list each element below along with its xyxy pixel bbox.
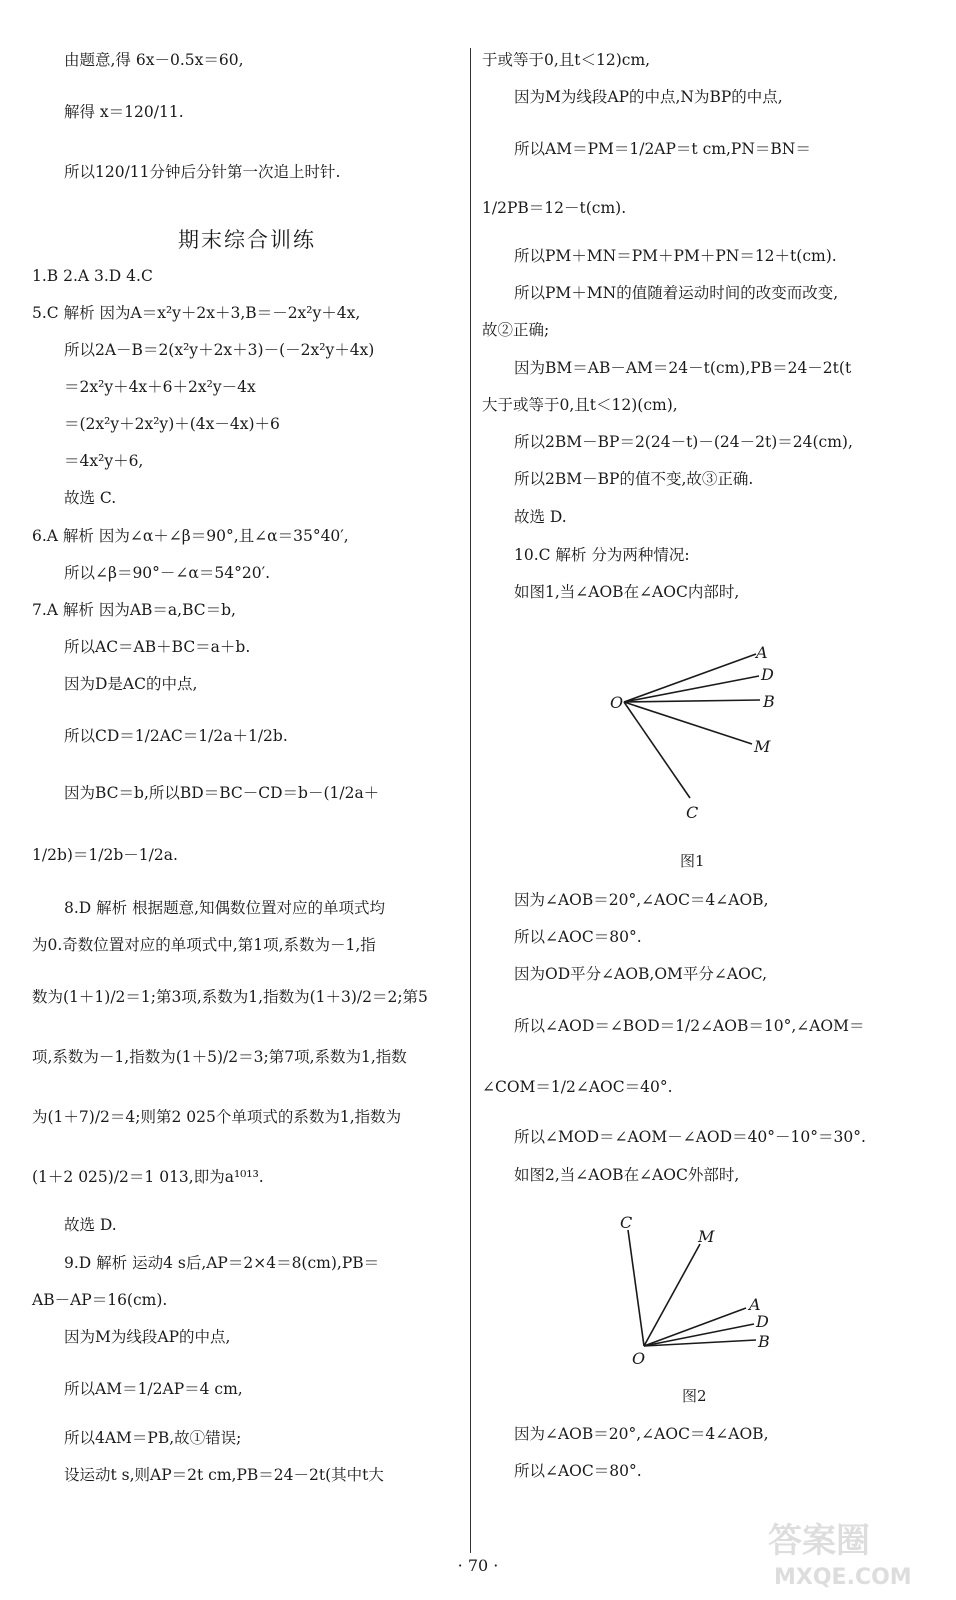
- label-b: B: [763, 692, 775, 711]
- label-d: D: [756, 1312, 769, 1331]
- left-column-line: 所以AC＝AB＋BC＝a＋b.: [64, 638, 251, 656]
- ray-om: [624, 702, 752, 744]
- left-column-line: 6.A 解析 因为∠α＋∠β＝90°,且∠α＝35°40′,: [32, 527, 349, 545]
- left-column-line: 所以∠β＝90°－∠α＝54°20′.: [64, 564, 271, 582]
- left-column-line: 为(1＋7)/2＝4;则第2 025个单项式的系数为1,指数为: [32, 1108, 402, 1126]
- right-column-line: 所以2BM－BP的值不变,故③正确.: [514, 470, 754, 488]
- ray-oa: [624, 654, 756, 702]
- right-column-line: 如图2,当∠AOB在∠AOC外部时,: [514, 1166, 740, 1184]
- right-column-line: 因为M为线段AP的中点,N为BP的中点,: [514, 88, 783, 106]
- right-column-line: 所以2BM－BP＝2(24－t)－(24－2t)＝24(cm),: [514, 433, 853, 451]
- label-c: C: [686, 803, 699, 822]
- left-column-line: 解得 x＝120/11.: [64, 103, 184, 121]
- left-column-line: (1＋2 025)/2＝1 013,即为a¹⁰¹³.: [32, 1168, 264, 1186]
- column-divider: [470, 48, 471, 1553]
- label-a: A: [749, 1295, 761, 1314]
- label-o: O: [632, 1349, 646, 1368]
- left-column-line: 因为M为线段AP的中点,: [64, 1328, 231, 1346]
- ray-ob: [624, 700, 760, 702]
- label-o: O: [610, 693, 624, 712]
- left-column-line: 数为(1＋1)/2＝1;第3项,系数为1,指数为(1＋3)/2＝2;第5: [32, 988, 428, 1006]
- left-column-line: 设运动t s,则AP＝2t cm,PB＝24－2t(其中t大: [64, 1466, 384, 1484]
- left-column-line: ＝(2x²y＋2x²y)＋(4x－4x)＋6: [64, 415, 280, 433]
- right-column-line: ∠COM＝1/2∠AOC＝40°.: [482, 1078, 673, 1096]
- left-column-line: 所以120/11分钟后分针第一次追上时针.: [64, 163, 341, 181]
- label-m: M: [754, 737, 771, 756]
- right-column-line: 所以∠AOC＝80°.: [514, 1462, 642, 1480]
- right-column-line: 因为∠AOB＝20°,∠AOC＝4∠AOB,: [514, 1425, 769, 1443]
- left-column-line: 因为BC＝b,所以BD＝BC－CD＝b－(1/2a＋: [64, 784, 380, 802]
- watermark-line2: MXQE.COM: [774, 1565, 912, 1590]
- left-column-line: 由题意,得 6x－0.5x＝60,: [64, 51, 244, 69]
- left-column-line: 故选 C.: [64, 489, 117, 507]
- left-column-line: 5.C 解析 因为A＝x²y＋2x＋3,B＝－2x²y＋4x,: [32, 304, 361, 322]
- left-column-line: ＝2x²y＋4x＋6＋2x²y－4x: [64, 378, 256, 396]
- right-column-line: 10.C 解析 分为两种情况:: [514, 546, 690, 564]
- ray-oc: [628, 1230, 644, 1346]
- label-a: A: [756, 643, 768, 662]
- label-m: M: [698, 1227, 715, 1246]
- figure-1-caption: 图1: [680, 852, 705, 870]
- left-column-line: 7.A 解析 因为AB＝a,BC＝b,: [32, 601, 236, 619]
- page-number: · 70 ·: [457, 1556, 499, 1575]
- label-d: D: [761, 665, 774, 684]
- figure-1-diagram: [596, 640, 796, 830]
- section-title: 期末综合训练: [178, 228, 316, 252]
- right-column-line: 所以PM＋MN的值随着运动时间的改变而改变,: [514, 284, 839, 302]
- right-column-line: 故选 D.: [514, 508, 567, 526]
- right-column-line: 所以∠AOC＝80°.: [514, 928, 642, 946]
- left-column-line: 为0.奇数位置对应的单项式中,第1项,系数为－1,指: [32, 936, 376, 954]
- left-column-line: 所以AM＝1/2AP＝4 cm,: [64, 1380, 243, 1398]
- right-column-line: 所以∠MOD＝∠AOM－∠AOD＝40°－10°＝30°.: [514, 1128, 866, 1146]
- watermark-line1: 答案圈: [768, 1521, 870, 1561]
- figure-2: [606, 1212, 786, 1372]
- right-column-line: 因为∠AOB＝20°,∠AOC＝4∠AOB,: [514, 891, 769, 909]
- left-column-line: 所以CD＝1/2AC＝1/2a＋1/2b.: [64, 727, 288, 745]
- right-column-line: 因为BM＝AB－AM＝24－t(cm),PB＝24－2t(t: [514, 359, 852, 377]
- left-column-line: ＝4x²y＋6,: [64, 452, 144, 470]
- ray-oc: [624, 702, 690, 798]
- watermark-logo: [764, 1512, 934, 1590]
- ray-od: [624, 676, 759, 702]
- left-column-line: 所以4AM＝PB,故①错误;: [64, 1429, 242, 1447]
- right-column-line: 1/2PB＝12－t(cm).: [482, 199, 627, 217]
- right-column-line: 因为OD平分∠AOB,OM平分∠AOC,: [514, 965, 768, 983]
- right-column-line: 如图1,当∠AOB在∠AOC内部时,: [514, 583, 740, 601]
- right-column-line: 所以∠AOD＝∠BOD＝1/2∠AOB＝10°,∠AOM＝: [514, 1017, 865, 1035]
- left-column-line: 项,系数为－1,指数为(1＋5)/2＝3;第7项,系数为1,指数: [32, 1048, 407, 1066]
- label-c: C: [620, 1213, 633, 1232]
- ray-oa: [644, 1308, 746, 1346]
- left-column-line: 所以2A－B＝2(x²y＋2x＋3)－(－2x²y＋4x): [64, 341, 375, 359]
- ray-om: [644, 1244, 700, 1346]
- right-column-line: 大于或等于0,且t＜12)(cm),: [482, 396, 678, 414]
- figure-1: [596, 640, 796, 830]
- right-column-line: 所以PM＋MN＝PM＋PM＋PN＝12＋t(cm).: [514, 247, 837, 265]
- left-column-line: AB－AP＝16(cm).: [32, 1291, 168, 1309]
- figure-2-caption: 图2: [682, 1387, 707, 1405]
- left-column-line: 因为D是AC的中点,: [64, 675, 198, 693]
- right-column-line: 故②正确;: [482, 321, 550, 339]
- right-column-line: 于或等于0,且t＜12)cm,: [482, 51, 651, 69]
- left-column-line: 故选 D.: [64, 1216, 117, 1234]
- left-column-line: 1/2b)＝1/2b－1/2a.: [32, 846, 178, 864]
- left-column-line: 1.B 2.A 3.D 4.C: [32, 267, 153, 285]
- label-b: B: [758, 1332, 770, 1351]
- figure-2-diagram: [606, 1212, 786, 1372]
- left-column-line: 9.D 解析 运动4 s后,AP＝2×4＝8(cm),PB＝: [64, 1254, 380, 1272]
- left-column-line: 8.D 解析 根据题意,知偶数位置对应的单项式均: [64, 899, 385, 917]
- right-column-line: 所以AM＝PM＝1/2AP＝t cm,PN＝BN＝: [514, 140, 811, 158]
